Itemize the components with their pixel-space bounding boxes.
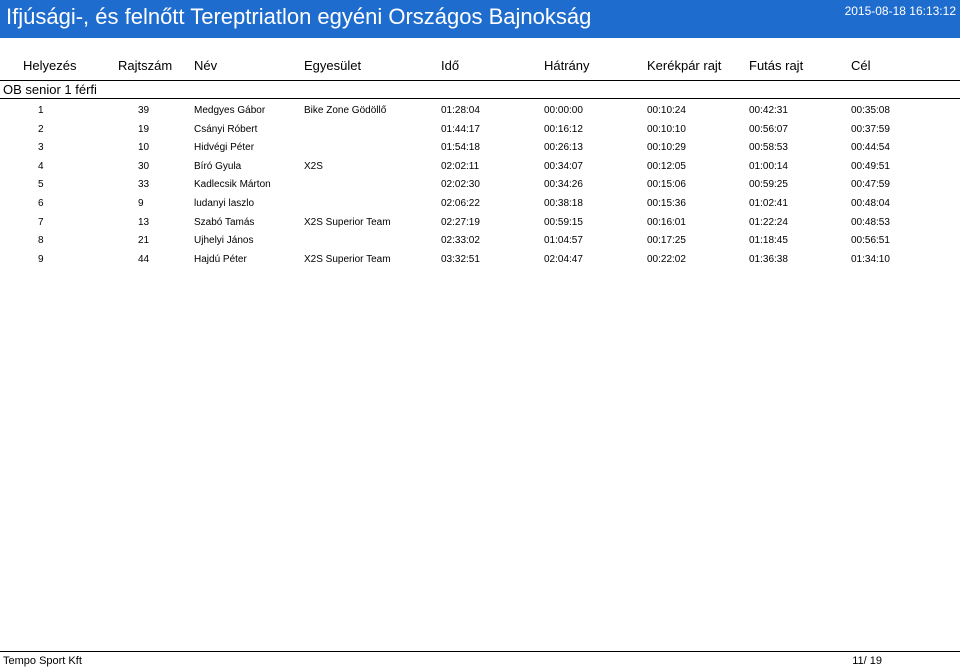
cell-finish: 00:44:54 bbox=[851, 142, 890, 154]
cell-bike-start: 00:16:01 bbox=[647, 216, 686, 228]
col-header-run-start: Futás rajt bbox=[749, 58, 804, 73]
cell-run-start: 00:56:07 bbox=[749, 123, 788, 135]
cell-bib: 9 bbox=[138, 197, 144, 209]
cell-run-start: 00:59:25 bbox=[749, 179, 788, 191]
cell-place: 6 bbox=[38, 197, 44, 209]
col-header-time: Idő bbox=[441, 58, 460, 73]
cell-gap: 00:38:18 bbox=[544, 197, 583, 209]
cell-name: Bíró Gyula bbox=[194, 160, 242, 172]
cell-run-start: 01:00:14 bbox=[749, 160, 788, 172]
table-row bbox=[0, 102, 960, 121]
category-header bbox=[0, 80, 960, 99]
col-header-bike-start: Kerékpár rajt bbox=[647, 58, 722, 73]
cell-place: 5 bbox=[38, 179, 44, 191]
cell-bike-start: 00:17:25 bbox=[647, 235, 686, 247]
cell-time: 02:06:22 bbox=[441, 197, 480, 209]
cell-bib: 30 bbox=[138, 160, 150, 172]
cell-gap: 01:04:57 bbox=[544, 235, 583, 247]
cell-name: Ujhelyi János bbox=[194, 235, 254, 247]
results-table bbox=[0, 102, 960, 269]
cell-place: 9 bbox=[38, 253, 44, 265]
cell-name: Medgyes Gábor bbox=[194, 105, 266, 116]
cell-gap: 02:04:47 bbox=[544, 253, 583, 265]
cell-name: Csányi Róbert bbox=[194, 123, 258, 135]
cell-bib: 21 bbox=[138, 235, 150, 247]
cell-name: Hidvégi Péter bbox=[194, 142, 255, 154]
cell-place: 1 bbox=[38, 105, 44, 116]
table-row bbox=[0, 251, 960, 270]
cell-bike-start: 00:12:05 bbox=[647, 160, 686, 172]
cell-bike-start: 00:22:02 bbox=[647, 253, 686, 265]
category-label: OB senior 1 férfi bbox=[3, 82, 97, 97]
cell-time: 01:44:17 bbox=[441, 123, 480, 135]
document-title: Ifjúsági-, és felnőtt Tereptriatlon egyéni Országos Bajnokság bbox=[6, 4, 592, 29]
cell-place: 2 bbox=[38, 123, 44, 135]
cell-bike-start: 00:15:06 bbox=[647, 179, 686, 191]
cell-gap: 00:26:13 bbox=[544, 142, 583, 154]
cell-gap: 00:34:26 bbox=[544, 179, 583, 191]
cell-finish: 00:48:53 bbox=[851, 216, 890, 228]
cell-finish: 00:48:04 bbox=[851, 197, 890, 209]
cell-time: 02:27:19 bbox=[441, 216, 480, 228]
cell-finish: 01:34:10 bbox=[851, 253, 890, 265]
cell-finish: 00:49:51 bbox=[851, 160, 890, 172]
cell-bike-start: 00:10:10 bbox=[647, 123, 686, 135]
cell-bike-start: 00:10:29 bbox=[647, 142, 686, 154]
table-row bbox=[0, 232, 960, 251]
cell-finish: 00:35:08 bbox=[851, 105, 890, 116]
table-row bbox=[0, 121, 960, 140]
timestamp: 2015-08-18 16:13:12 bbox=[844, 4, 956, 18]
cell-bib: 13 bbox=[138, 216, 150, 228]
table-row bbox=[0, 214, 960, 233]
title-bar bbox=[0, 0, 960, 38]
footer-divider bbox=[0, 651, 960, 652]
cell-time: 02:33:02 bbox=[441, 235, 480, 247]
cell-club: Bike Zone Gödöllő bbox=[304, 105, 387, 116]
cell-run-start: 01:18:45 bbox=[749, 235, 788, 247]
col-header-finish: Cél bbox=[851, 58, 871, 73]
col-header-place: Helyezés bbox=[23, 58, 77, 73]
cell-run-start: 01:02:41 bbox=[749, 197, 788, 209]
cell-bike-start: 00:10:24 bbox=[647, 105, 686, 116]
cell-club: X2S bbox=[304, 160, 323, 172]
cell-finish: 00:47:59 bbox=[851, 179, 890, 191]
cell-bib: 10 bbox=[138, 142, 150, 154]
cell-bib: 19 bbox=[138, 123, 150, 135]
col-header-club: Egyesület bbox=[304, 58, 362, 73]
cell-place: 3 bbox=[38, 142, 44, 154]
cell-gap: 00:34:07 bbox=[544, 160, 583, 172]
cell-club: X2S Superior Team bbox=[304, 253, 391, 265]
cell-bib: 39 bbox=[138, 105, 150, 116]
cell-time: 02:02:30 bbox=[441, 179, 480, 191]
table-row bbox=[0, 176, 960, 195]
cell-bib: 33 bbox=[138, 179, 150, 191]
cell-run-start: 01:22:24 bbox=[749, 216, 788, 228]
cell-finish: 00:37:59 bbox=[851, 123, 890, 135]
col-header-name: Név bbox=[194, 58, 218, 73]
cell-gap: 00:16:12 bbox=[544, 123, 583, 135]
cell-time: 03:32:51 bbox=[441, 253, 480, 265]
cell-club: X2S Superior Team bbox=[304, 216, 391, 228]
cell-run-start: 01:36:38 bbox=[749, 253, 788, 265]
table-row bbox=[0, 139, 960, 158]
cell-time: 02:02:11 bbox=[441, 160, 480, 172]
cell-gap: 00:00:00 bbox=[544, 105, 583, 116]
cell-place: 7 bbox=[38, 216, 44, 228]
cell-name: Kadlecsik Márton bbox=[194, 179, 271, 191]
cell-name: Szabó Tamás bbox=[194, 216, 255, 228]
table-row bbox=[0, 195, 960, 214]
cell-finish: 00:56:51 bbox=[851, 235, 890, 247]
cell-bike-start: 00:15:36 bbox=[647, 197, 686, 209]
cell-time: 01:54:18 bbox=[441, 142, 480, 154]
table-row bbox=[0, 158, 960, 177]
cell-run-start: 00:58:53 bbox=[749, 142, 788, 154]
cell-place: 4 bbox=[38, 160, 44, 172]
cell-gap: 00:59:15 bbox=[544, 216, 583, 228]
footer-page-number: 11/ 19 bbox=[852, 655, 882, 667]
cell-name: ludanyi laszlo bbox=[194, 197, 255, 209]
cell-bib: 44 bbox=[138, 253, 150, 265]
col-header-gap: Hátrány bbox=[544, 58, 590, 73]
cell-run-start: 00:42:31 bbox=[749, 105, 788, 116]
footer-company: Tempo Sport Kft bbox=[3, 655, 82, 667]
col-header-bib: Rajtszám bbox=[118, 58, 173, 73]
cell-time: 01:28:04 bbox=[441, 105, 480, 116]
cell-place: 8 bbox=[38, 235, 44, 247]
cell-name: Hajdú Péter bbox=[194, 253, 247, 265]
